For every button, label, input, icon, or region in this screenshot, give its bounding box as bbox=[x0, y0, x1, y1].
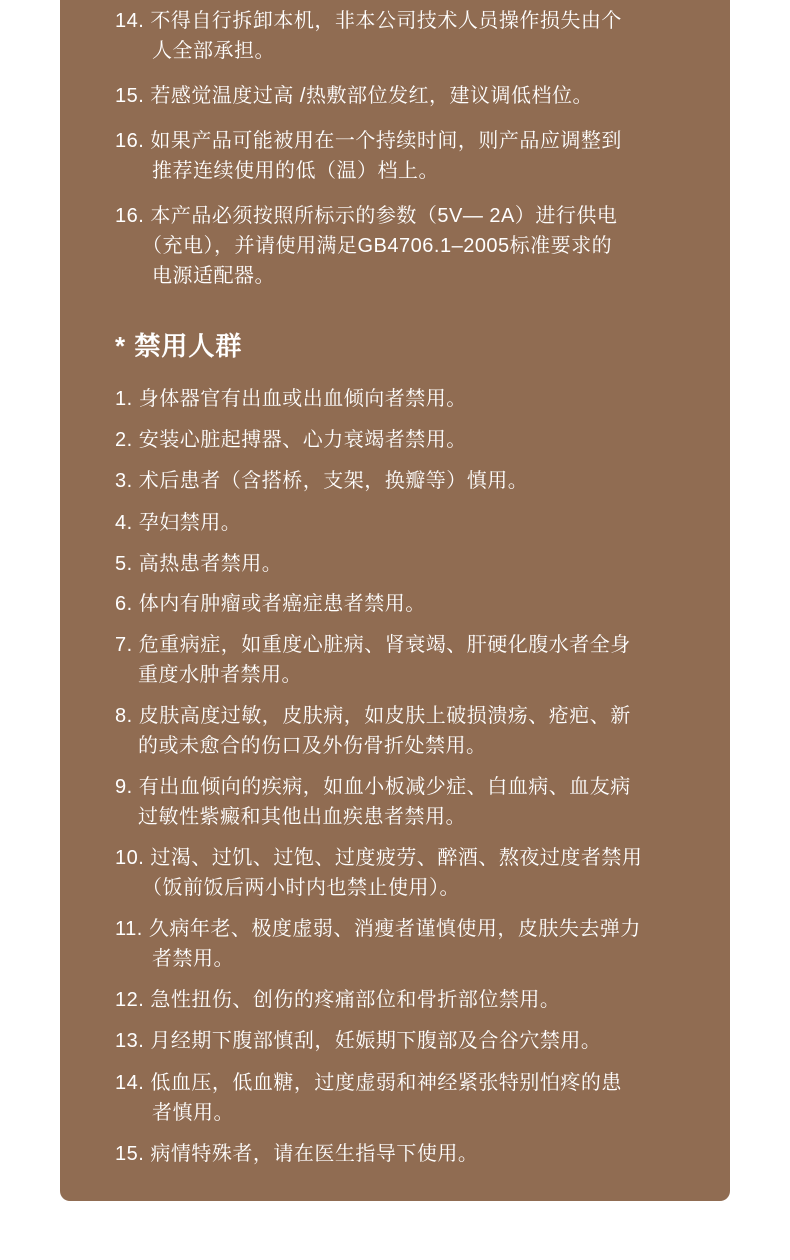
list-item-3: 3. 术后患者（含搭桥，支架，换瓣等）慎用。 bbox=[115, 470, 529, 492]
list-item-14-line-2: 者慎用。 bbox=[152, 1102, 234, 1124]
note-item-14-line-2: 人全部承担。 bbox=[152, 40, 275, 62]
note-item-16b-line-2: （充电），并请使用满足GB4706.1–2005标准要求的 bbox=[142, 235, 613, 257]
note-item-16a-line-2: 推荐连续使用的低（温）档上。 bbox=[152, 160, 439, 182]
section-heading-prohibited-groups: * 禁用人群 bbox=[115, 331, 243, 361]
list-item-15: 15. 病情特殊者，请在医生指导下使用。 bbox=[115, 1143, 479, 1165]
list-item-11-line-1: 11. 久病年老、极度虚弱、消瘦者谨慎使用，皮肤失去弹力 bbox=[115, 918, 641, 940]
list-item-4: 4. 孕妇禁用。 bbox=[115, 512, 242, 534]
list-item-14-line-1: 14. 低血压，低血糖，过度虚弱和神经紧张特别怕疼的患 bbox=[115, 1072, 622, 1094]
list-item-10-line-2: （饭前饭后两小时内也禁止使用）。 bbox=[142, 877, 460, 899]
list-item-8-line-1: 8. 皮肤高度过敏，皮肤病，如皮肤上破损溃疡、疮疤、新 bbox=[115, 705, 631, 727]
list-item-6: 6. 体内有肿瘤或者癌症患者禁用。 bbox=[115, 593, 426, 615]
note-item-14-line-1: 14. 不得自行拆卸本机，非本公司技术人员操作损失由个 bbox=[115, 10, 622, 32]
note-item-16b-line-1: 16. 本产品必须按照所标示的参数（5V— 2A）进行供电 bbox=[115, 205, 618, 227]
note-item-16a-line-1: 16. 如果产品可能被用在一个持续时间，则产品应调整到 bbox=[115, 130, 622, 152]
note-item-16b-line-3: 电源适配器。 bbox=[152, 265, 275, 287]
note-item-15-line-1: 15. 若感觉温度过高 /热敷部位发红，建议调低档位。 bbox=[115, 85, 593, 107]
list-item-13: 13. 月经期下腹部慎刮，妊娠期下腹部及合谷穴禁用。 bbox=[115, 1030, 602, 1052]
list-item-5: 5. 高热患者禁用。 bbox=[115, 553, 283, 575]
list-item-8-line-2: 的或未愈合的伤口及外伤骨折处禁用。 bbox=[138, 735, 487, 757]
list-item-7-line-1: 7. 危重病症，如重度心脏病、肾衰竭、肝硬化腹水者全身 bbox=[115, 634, 631, 656]
list-item-2: 2. 安装心脏起搏器、心力衰竭者禁用。 bbox=[115, 429, 467, 451]
list-item-9-line-2: 过敏性紫癜和其他出血疾患者禁用。 bbox=[138, 806, 466, 828]
list-item-9-line-1: 9. 有出血倾向的疾病，如血小板减少症、白血病、血友病 bbox=[115, 776, 631, 798]
list-item-1: 1. 身体器官有出血或出血倾向者禁用。 bbox=[115, 388, 467, 410]
list-item-7-line-2: 重度水肿者禁用。 bbox=[138, 664, 302, 686]
list-item-12: 12. 急性扭伤、创伤的疼痛部位和骨折部位禁用。 bbox=[115, 989, 561, 1011]
list-item-10-line-1: 10. 过渴、过饥、过饱、过度疲劳、醉酒、熬夜过度者禁用 bbox=[115, 847, 643, 869]
list-item-11-line-2: 者禁用。 bbox=[152, 948, 234, 970]
